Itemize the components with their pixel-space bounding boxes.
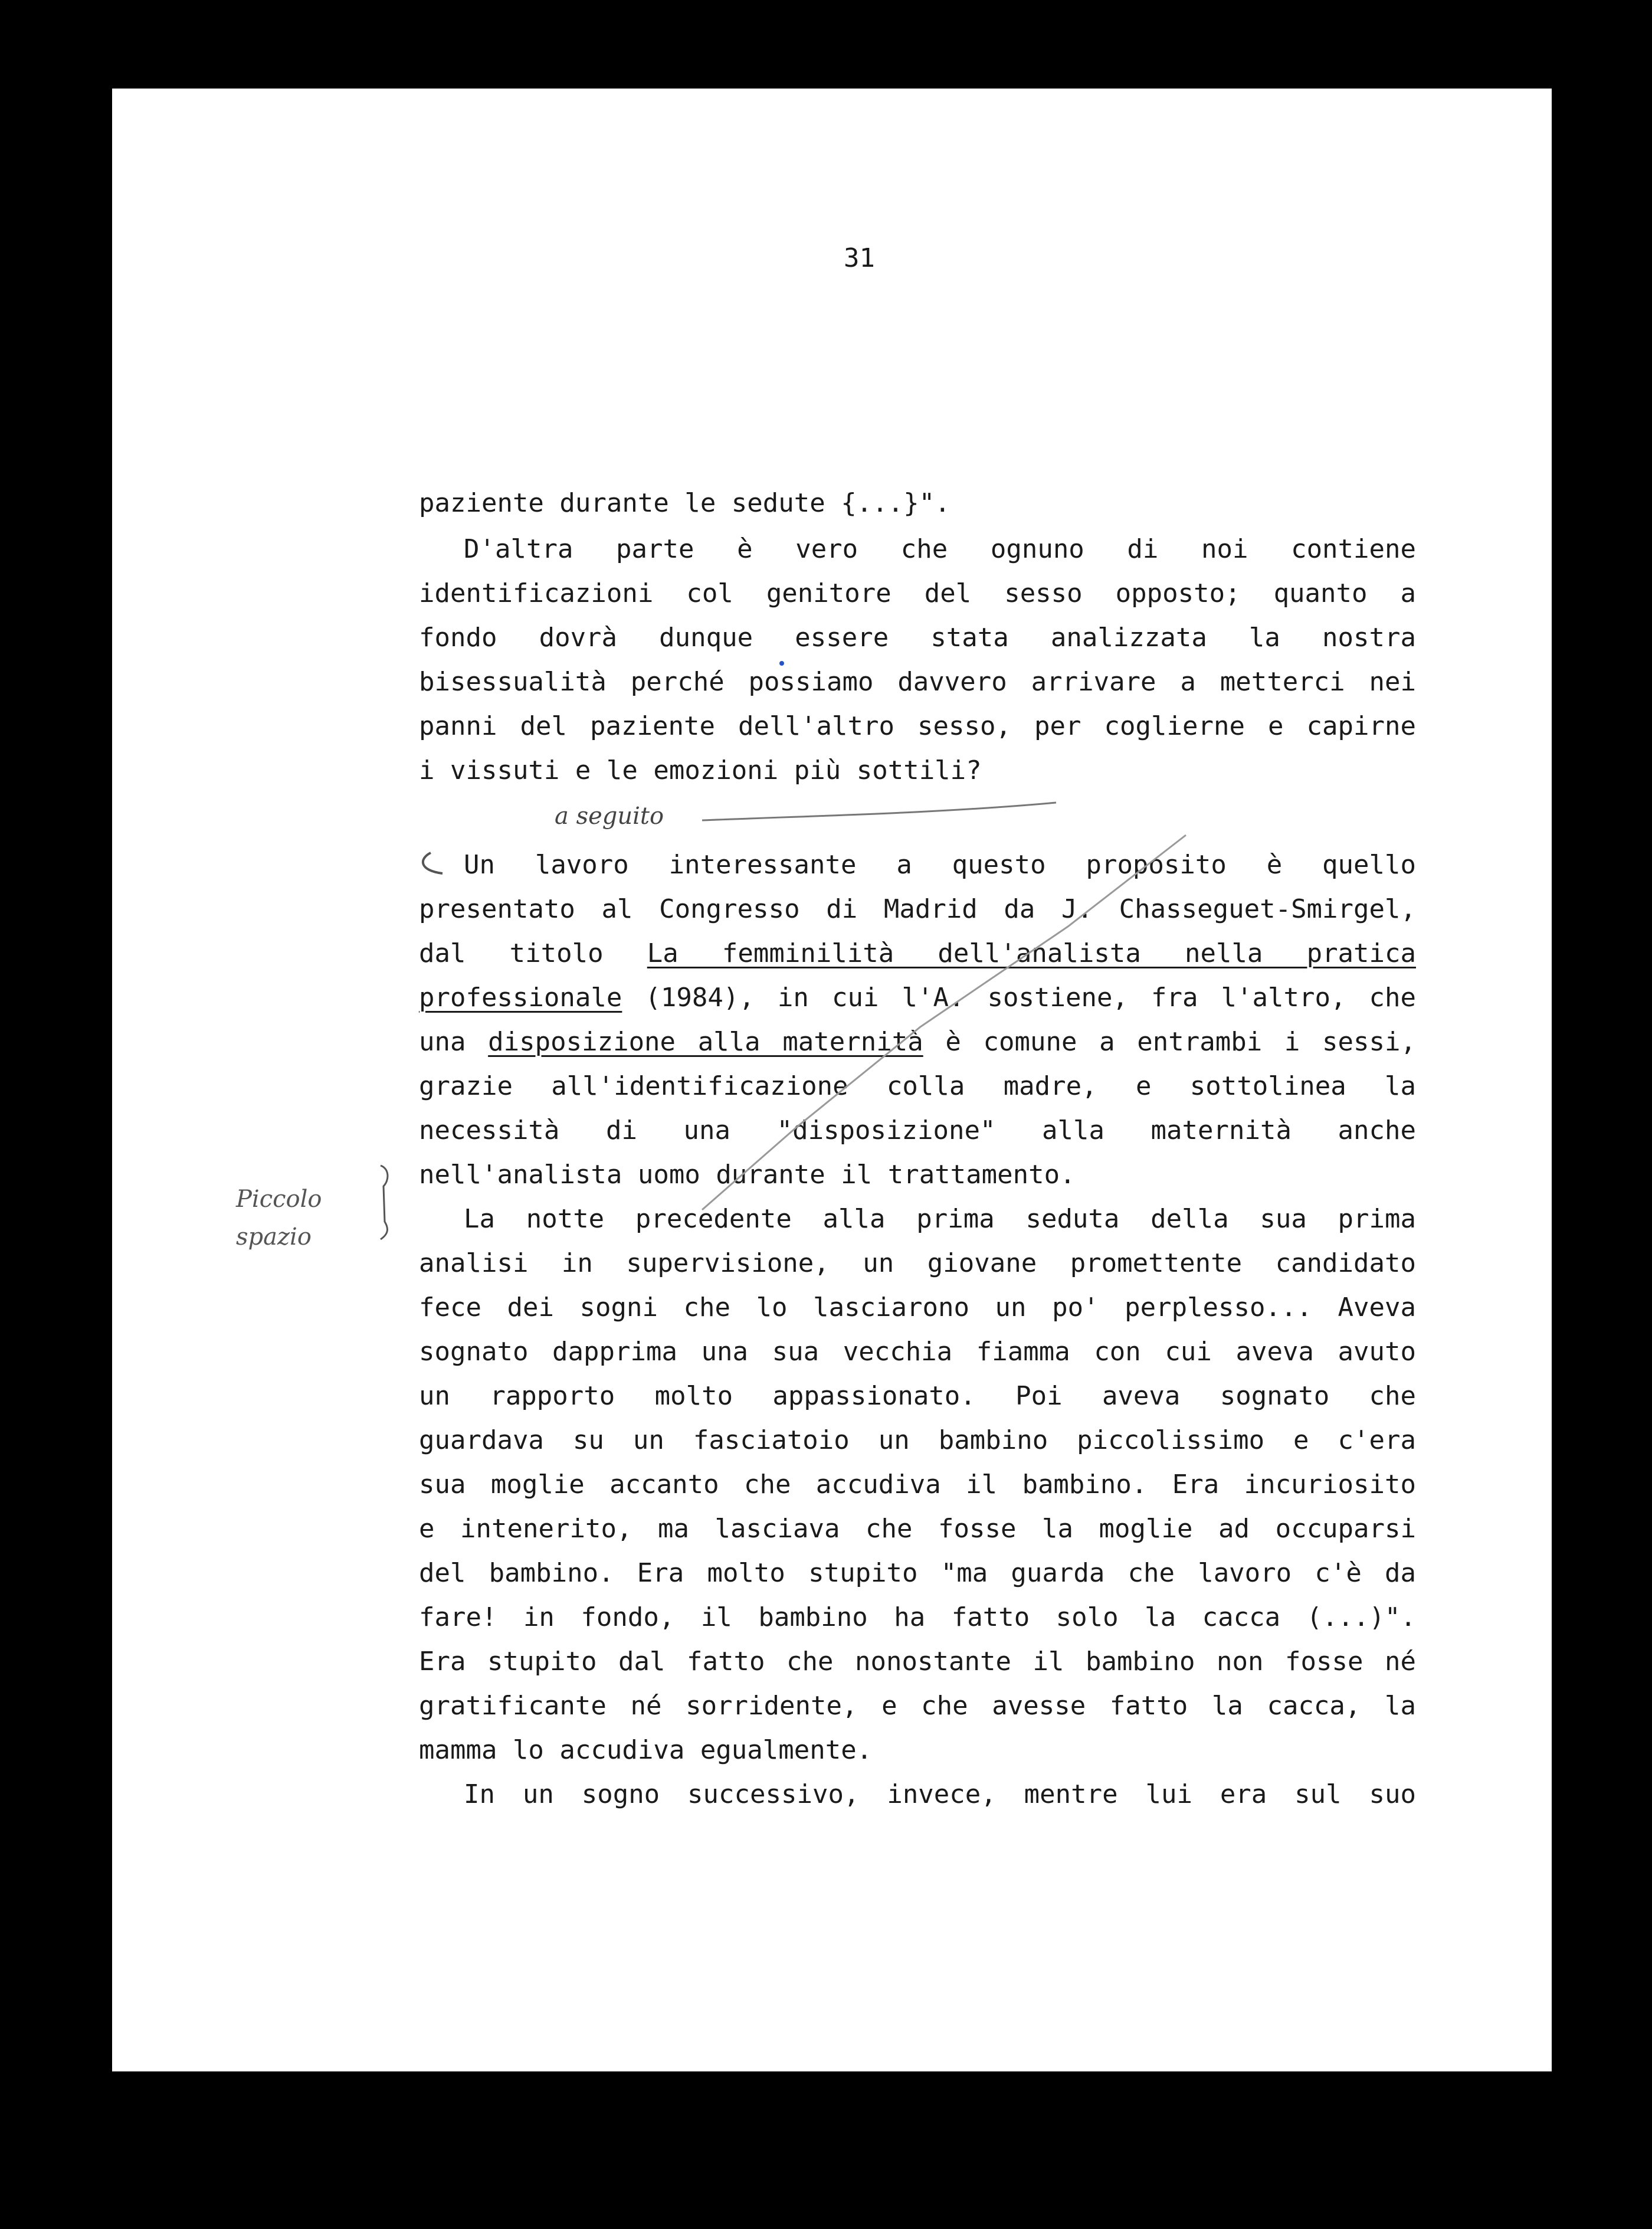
text-line-21: guardava su un fasciatoio un bambino piccolissimo e c'era <box>419 1425 1416 1455</box>
text-line-28: mamma lo accudiva egualmente. <box>419 1735 873 1765</box>
text-line-16: La notte precedente alla prima seduta della sua prima <box>464 1204 1416 1234</box>
text-line-7: i vissuti e le emozioni più sottili? <box>419 755 982 785</box>
text-line-8: Un lavoro interessante a questo proposito è quello <box>464 850 1416 880</box>
underlined-title: La femminilità dell'analista nella pratica <box>647 938 1417 968</box>
document-page <box>112 89 1552 2071</box>
text-line-24: del bambino. Era molto stupito "ma guarda che lavoro c'è da <box>419 1558 1416 1588</box>
margin-note <box>236 1180 354 1256</box>
text-line-15: nell'analista uomo durante il trattamento. <box>419 1160 1076 1190</box>
text-line-6: panni del paziente dell'altro sesso, per coglierne e capirne <box>419 711 1416 741</box>
text-line-13: grazie all'identificazione colla madre, e sottolinea la <box>419 1071 1416 1101</box>
underlined-phrase: disposizione alla maternità <box>488 1027 923 1057</box>
handwritten-annotation: a seguito <box>555 803 664 830</box>
text-line-1: paziente durante le sedute {...}". <box>419 488 950 518</box>
text-line-18: fece dei sogni che lo lasciarono un po' perplesso... Aveva <box>419 1292 1416 1323</box>
pencil-wavy-line <box>702 803 1056 820</box>
text-line-26: Era stupito dal fatto che nonostante il bambino non fosse né <box>419 1647 1416 1677</box>
text-line-4: fondo dovrà dunque essere stata analizzata la nostra <box>419 623 1416 653</box>
text-line-25: fare! in fondo, il bambino ha fatto solo la cacca (...)". <box>419 1602 1416 1632</box>
text-segment: (1984), in cui l'A. sostiene, fra l'altro, che <box>645 983 1416 1013</box>
text-line-12 <box>419 1020 1416 1065</box>
text-line-22: sua moglie accanto che accudiva il bambino. Era incuriosito <box>419 1469 1416 1500</box>
text-segment: dal titolo <box>419 938 604 968</box>
text-line-14: necessità di una "disposizione" alla maternità anche <box>419 1115 1416 1145</box>
text-line-29: In un sogno successivo, invece, mentre lui era sul suo <box>464 1779 1416 1809</box>
text-line-17: analisi in supervisione, un giovane promettente candidato <box>419 1248 1416 1278</box>
margin-note-line: spazio <box>236 1223 312 1251</box>
text-line-3: identificazioni col genitore del sesso opposto; quanto a <box>419 578 1416 608</box>
text-line-19: sognato dapprima una sua vecchia fiamma con cui aveva avuto <box>419 1337 1416 1367</box>
underlined-title: professionale <box>419 983 622 1013</box>
text-line-11 <box>419 976 1416 1020</box>
text-line-27: gratificante né sorridente, e che avesse fatto la cacca, la <box>419 1691 1416 1721</box>
text-line-5: bisessualità perché possiamo davvero arrivare a metterci nei <box>419 667 1416 697</box>
text-line-9: presentato al Congresso di Madrid da J. Chasseguet-Smirgel, <box>419 894 1416 924</box>
pencil-margin-bracket <box>381 1166 388 1239</box>
text-line-10 <box>419 931 1416 976</box>
text-segment: una <box>419 1027 466 1057</box>
text-segment: è comune a entrambi i sessi, <box>945 1027 1416 1057</box>
margin-note-line: Piccolo <box>236 1186 322 1213</box>
text-line-23: e intenerito, ma lasciava che fosse la moglie ad occuparsi <box>419 1514 1416 1544</box>
text-line-2: D'altra parte è vero che ognuno di noi contiene <box>464 534 1416 564</box>
page-number: 31 <box>844 243 875 273</box>
text-line-20: un rapporto molto appassionato. Poi aveva sognato che <box>419 1381 1416 1411</box>
